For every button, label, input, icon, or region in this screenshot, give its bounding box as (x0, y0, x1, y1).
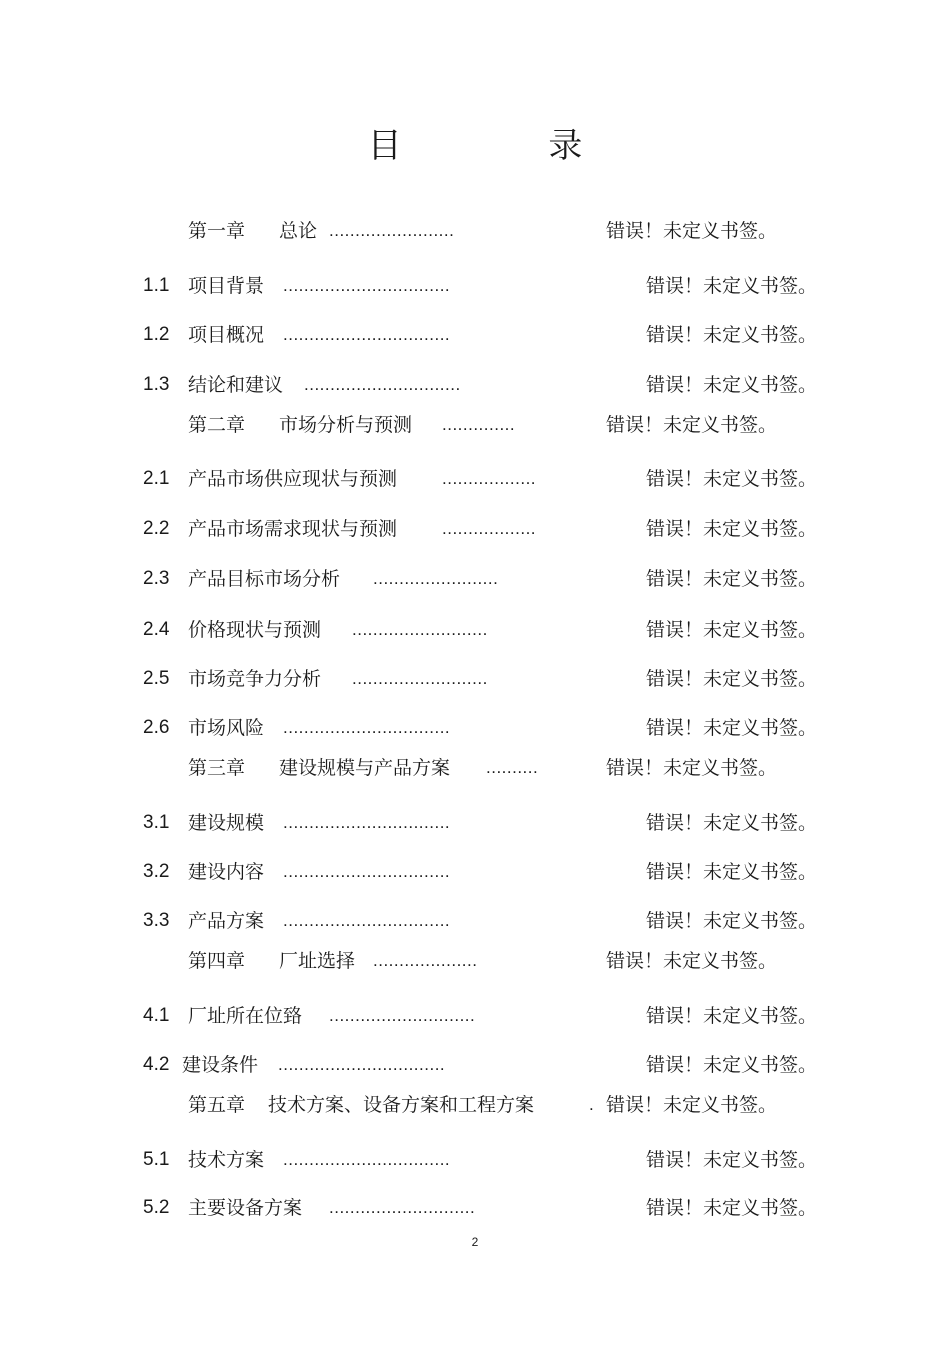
chapter-name: 市场分析与预测 (279, 414, 413, 436)
toc-section-3-3[interactable] (0, 906, 950, 936)
page-reference: 错误！未定义书签。 (606, 1094, 778, 1116)
page-reference: 错误！未定义书签。 (646, 668, 818, 690)
page-reference: 错误！未定义书签。 (646, 518, 818, 540)
page-reference: 错误！未定义书签。 (646, 812, 818, 834)
toc-section-1-2[interactable] (0, 320, 950, 350)
toc-section-2-2[interactable] (0, 514, 950, 544)
section-name: 价格现状与预测 (188, 619, 322, 641)
chapter-label: 第二章 (188, 414, 246, 436)
leader-dots: ................................ (283, 718, 451, 737)
page-reference: 错误！未定义书签。 (646, 1005, 818, 1027)
toc-chapter-5[interactable] (0, 1090, 950, 1120)
page-reference: 错误！未定义书签。 (646, 275, 818, 297)
section-name: 厂址所在位臵 (188, 1005, 303, 1027)
leader-dots: ................................ (283, 813, 451, 832)
toc-chapter-1[interactable] (0, 216, 950, 246)
section-number: 5.1 (143, 1149, 170, 1170)
toc-chapter-3[interactable] (0, 753, 950, 783)
section-name: 建设内容 (188, 861, 265, 883)
section-number: 3.1 (143, 812, 170, 833)
page-reference: 错误！未定义书签。 (646, 1197, 818, 1219)
chapter-label: 第四章 (188, 950, 246, 972)
section-name: 技术方案 (188, 1149, 265, 1171)
leader-dots: ................................ (278, 1055, 446, 1074)
page-reference: 错误！未定义书签。 (646, 1054, 818, 1076)
section-name: 市场风险 (188, 717, 265, 739)
leader-dots: ................................ (283, 276, 451, 295)
leader-dots: ................................ (283, 325, 451, 344)
section-number: 3.2 (143, 861, 170, 882)
toc-section-5-2[interactable] (0, 1193, 950, 1223)
page-reference: 错误！未定义书签。 (646, 861, 818, 883)
toc-chapter-4[interactable] (0, 946, 950, 976)
section-name: 结论和建议 (188, 374, 284, 396)
section-number: 2.5 (143, 668, 170, 689)
page-reference: 错误！未定义书签。 (646, 910, 818, 932)
section-name: 产品方案 (188, 910, 265, 932)
page-reference: 错误！未定义书签。 (646, 1149, 818, 1171)
leader-dots: ................................ (283, 911, 451, 930)
toc-section-2-4[interactable] (0, 615, 950, 645)
section-number: 5.2 (143, 1197, 170, 1218)
section-name: 产品市场供应现状与预测 (188, 468, 398, 490)
leader-dots: ........................ (329, 221, 455, 240)
toc-section-2-5[interactable] (0, 664, 950, 694)
leader-dots: . (589, 1095, 595, 1114)
chapter-label: 第一章 (188, 220, 246, 242)
page-reference: 错误！未定义书签。 (646, 619, 818, 641)
section-number: 1.1 (143, 275, 170, 296)
leader-dots: ............................ (329, 1006, 476, 1025)
toc-section-1-3[interactable] (0, 370, 950, 400)
chapter-label: 第五章 (188, 1094, 246, 1116)
section-number: 4.1 (143, 1005, 170, 1026)
toc-section-5-1[interactable] (0, 1145, 950, 1175)
chapter-name: 建设规模与产品方案 (279, 757, 451, 779)
chapter-label: 第三章 (188, 757, 246, 779)
section-name: 建设规模 (188, 812, 265, 834)
section-name: 项目概况 (188, 324, 265, 346)
chapter-name: 厂址选择 (279, 950, 356, 972)
leader-dots: .......... (486, 758, 539, 777)
leader-dots: .......................... (352, 620, 488, 639)
page-reference: 错误！未定义书签。 (606, 220, 778, 242)
page-number: 2 (471, 1235, 479, 1249)
section-number: 2.4 (143, 619, 170, 640)
leader-dots: .................. (442, 519, 537, 538)
toc-title: 目 录 (367, 126, 651, 166)
section-number: 2.1 (143, 468, 170, 489)
section-name: 产品市场需求现状与预测 (188, 518, 398, 540)
leader-dots: ................................ (283, 862, 451, 881)
toc-section-2-1[interactable] (0, 464, 950, 494)
leader-dots: .............................. (304, 375, 461, 394)
section-number: 4.2 (143, 1054, 170, 1075)
section-name: 项目背景 (188, 275, 265, 297)
chapter-name: 总论 (279, 220, 318, 242)
leader-dots: .............. (442, 415, 516, 434)
leader-dots: .......................... (352, 669, 488, 688)
page-reference: 错误！未定义书签。 (646, 468, 818, 490)
section-number: 1.3 (143, 374, 170, 395)
toc-section-1-1[interactable] (0, 271, 950, 301)
section-name: 建设条件 (182, 1054, 259, 1076)
page-reference: 错误！未定义书签。 (646, 374, 818, 396)
toc-chapter-2[interactable] (0, 410, 950, 440)
page-reference: 错误！未定义书签。 (646, 568, 818, 590)
leader-dots: ........................ (373, 569, 499, 588)
leader-dots: .................... (373, 951, 478, 970)
page-reference: 错误！未定义书签。 (606, 757, 778, 779)
toc-section-3-2[interactable] (0, 857, 950, 887)
leader-dots: .................. (442, 469, 537, 488)
toc-section-4-2[interactable] (0, 1050, 950, 1080)
section-number: 3.3 (143, 910, 170, 931)
section-number: 2.2 (143, 518, 170, 539)
page-reference: 错误！未定义书签。 (646, 324, 818, 346)
section-number: 2.6 (143, 717, 170, 738)
toc-section-2-6[interactable] (0, 713, 950, 743)
toc-section-2-3[interactable] (0, 564, 950, 594)
chapter-name: 技术方案、设备方案和工程方案 (268, 1094, 535, 1116)
section-name: 产品目标市场分析 (188, 568, 341, 590)
leader-dots: ................................ (283, 1150, 451, 1169)
page-reference: 错误！未定义书签。 (646, 717, 818, 739)
page-reference: 错误！未定义书签。 (606, 950, 778, 972)
section-name: 市场竞争力分析 (188, 668, 322, 690)
leader-dots: ............................ (329, 1198, 476, 1217)
toc-section-3-1[interactable] (0, 808, 950, 838)
toc-section-4-1[interactable] (0, 1001, 950, 1031)
section-number: 2.3 (143, 568, 170, 589)
section-number: 1.2 (143, 324, 170, 345)
section-name: 主要设备方案 (188, 1197, 303, 1219)
page-reference: 错误！未定义书签。 (606, 414, 778, 436)
